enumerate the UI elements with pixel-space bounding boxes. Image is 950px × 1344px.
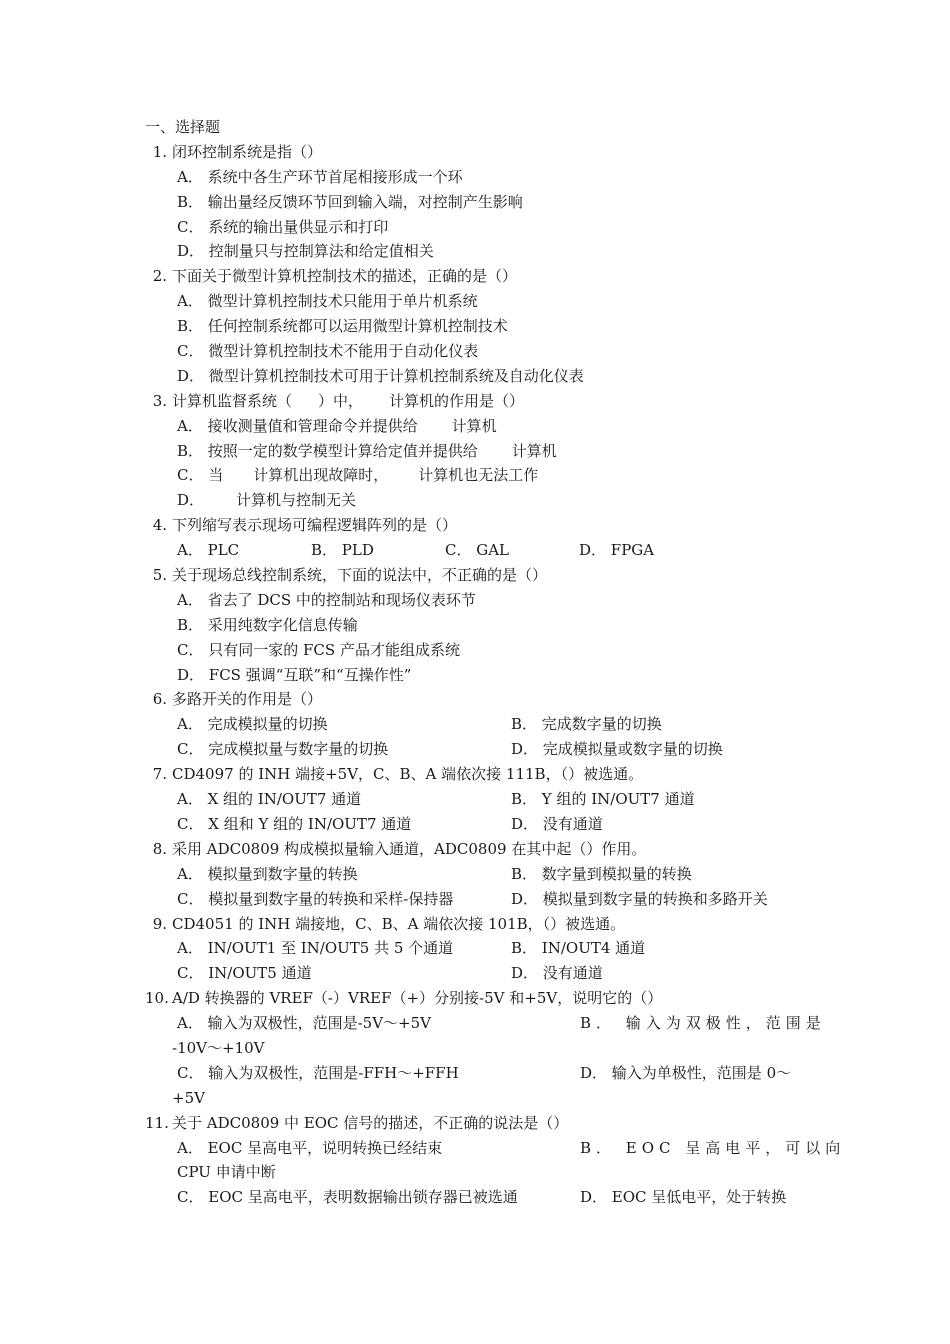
- choice-a: A． EOC 呈高电平，说明转换已经结束: [177, 1138, 443, 1157]
- question-stem: 下面关于微型计算机控制技术的描述，正确的是（）: [172, 267, 518, 286]
- choice-a: A． X 组的 IN/OUT7 通道: [177, 790, 362, 809]
- choice-row: [0, 663, 950, 688]
- choice-row: [0, 1185, 950, 1210]
- stem-part: ）中，: [318, 391, 364, 410]
- choice-row: [0, 588, 950, 613]
- choice-d: D． 控制量只与控制算法和给定值相关: [177, 242, 434, 261]
- choice-c: [177, 463, 538, 488]
- choice-d: D． 微型计算机控制技术可用于计算机控制系统及自动化仪表: [177, 366, 584, 385]
- question-number: 11.: [145, 1113, 169, 1132]
- section-heading-row: [0, 115, 950, 140]
- choice-part: 计算机也无法工作: [418, 466, 539, 485]
- choice-a: A． PLC: [177, 541, 240, 560]
- question-stem-row: [0, 264, 950, 289]
- question-number: 1.: [152, 142, 167, 161]
- choice-a: A． 系统中各生产环节首尾相接形成一个环: [177, 167, 463, 186]
- choice-row: [0, 613, 950, 638]
- question-stem-row: [0, 912, 950, 937]
- choice-b: B． 完成数字量的切换: [511, 715, 662, 734]
- choice-d: D． 没有通道: [511, 964, 603, 983]
- choice-c: C． 完成模拟量与数字量的切换: [177, 740, 389, 759]
- question-stem: 关于现场总线控制系统，下面的说法中，不正确的是（）: [172, 566, 548, 585]
- choice-row: [0, 488, 950, 513]
- choice-c: C． IN/OUT5 通道: [177, 964, 312, 983]
- question-number: 6.: [152, 690, 167, 709]
- choice-wrap-row: [0, 1086, 950, 1111]
- choice-row: [0, 239, 950, 264]
- question-number: 9.: [152, 914, 167, 933]
- choice-d: [177, 488, 356, 513]
- question-number: 2.: [152, 267, 167, 286]
- choice-b: B． 数字量到模拟量的转换: [511, 864, 692, 883]
- choice-row: [0, 314, 950, 339]
- choice-c: C． EOC 呈高电平，表明数据输出锁存器已被选通: [177, 1188, 518, 1207]
- choice-row: [0, 538, 950, 563]
- choice-d-continued: +5V: [172, 1088, 205, 1107]
- choice-b: B． 输出量经反馈环节回到输入端，对控制产生影响: [177, 192, 523, 211]
- choice-row: [0, 862, 950, 887]
- choice-d: D． 输入为单极性，范围是 0～: [580, 1063, 792, 1082]
- stem-part: 计算机的作用是（）: [389, 391, 525, 410]
- choice-a: A． IN/OUT1 至 IN/OUT5 共 5 个通道: [177, 939, 454, 958]
- choice-d: D． 没有通道: [511, 814, 603, 833]
- choice-b-continued: -10V～+10V: [172, 1038, 265, 1057]
- question-stem: 闭环控制系统是指（）: [172, 142, 323, 161]
- choice-part: 计算机: [451, 416, 497, 435]
- choice-d: D． FCS 强调“互联”和“互操作性”: [177, 665, 412, 684]
- choice-b: B． 任何控制系统都可以运用微型计算机控制技术: [177, 317, 508, 336]
- choice-part: C． 当: [177, 466, 224, 485]
- choice-c: C． 只有同一家的 FCS 产品才能组成系统: [177, 640, 460, 659]
- choice-d: D． FPGA: [579, 541, 655, 560]
- choice-row: [0, 463, 950, 488]
- choice-row: [0, 1136, 950, 1161]
- question-list: [0, 115, 950, 1210]
- choice-row: [0, 887, 950, 912]
- choice-part: B． 按照一定的数学模型计算给定值并提供给: [177, 441, 478, 460]
- choice-part: 计算机: [511, 441, 557, 460]
- choice-row: [0, 712, 950, 737]
- question-number: 8.: [152, 839, 167, 858]
- question-number: 4.: [152, 516, 167, 535]
- choice-row: [0, 339, 950, 364]
- question-stem: CD4051 的 INH 端接地，C、B、A 端依次接 101B，（）被选通。: [172, 914, 626, 933]
- choice-row: [0, 439, 950, 464]
- question-number: 10.: [145, 989, 169, 1008]
- choice-part: 计算机出现故障时，: [253, 466, 389, 485]
- choice-row: [0, 787, 950, 812]
- choice-b: B． 采用纯数字化信息传输: [177, 615, 358, 634]
- question-stem-row: [0, 1111, 950, 1136]
- choice-c: C． 输入为双极性，范围是-FFH～+FFH: [177, 1063, 459, 1082]
- choice-row: [0, 812, 950, 837]
- choice-a: A． 省去了 DCS 中的控制站和现场仪表环节: [177, 590, 476, 609]
- choice-b: B． EOC 呈高电平，可以向: [580, 1138, 846, 1157]
- choice-b-continued: CPU 申请中断: [177, 1163, 276, 1182]
- choice-row: [0, 638, 950, 663]
- question-stem-row: [0, 986, 950, 1011]
- question-number: 5.: [152, 566, 167, 585]
- question-stem: 多路开关的作用是（）: [172, 690, 323, 709]
- question-stem: CD4097 的 INH 端接+5V，C、B、A 端依次接 111B，（）被选通。: [172, 765, 644, 784]
- question-stem-row: [0, 389, 950, 414]
- choice-c: C． GAL: [445, 541, 510, 560]
- choice-part: A． 接收测量值和管理命令并提供给: [177, 416, 418, 435]
- choice-b: [177, 439, 557, 464]
- choice-row: [0, 737, 950, 762]
- choice-row: [0, 190, 950, 215]
- question-stem: 采用 ADC0809 构成模拟量输入通道，ADC0809 在其中起（）作用。: [172, 839, 647, 858]
- choice-row: [0, 961, 950, 986]
- choice-wrap-row: [0, 1036, 950, 1061]
- question-stem: 下列缩写表示现场可编程逻辑阵列的是（）: [172, 516, 458, 535]
- section-title: 一、选择题: [145, 118, 221, 136]
- choice-b: B． PLD: [311, 541, 374, 560]
- choice-a: [177, 414, 497, 439]
- choice-a: A． 微型计算机控制技术只能用于单片机系统: [177, 292, 478, 311]
- choice-a: A． 输入为双极性，范围是-5V～+5V: [177, 1014, 431, 1033]
- choice-row: [0, 165, 950, 190]
- choice-c: C． X 组和 Y 组的 IN/OUT7 通道: [177, 814, 412, 833]
- choice-a: A． 模拟量到数字量的转换: [177, 864, 358, 883]
- choice-row: [0, 364, 950, 389]
- question-stem-row: [0, 513, 950, 538]
- choice-row: [0, 289, 950, 314]
- question-stem-row: [0, 762, 950, 787]
- choice-row: [0, 414, 950, 439]
- question-stem: [172, 389, 524, 414]
- choice-row: [0, 1061, 950, 1086]
- stem-part: 计算机监督系统（: [172, 391, 293, 410]
- choice-c: C． 微型计算机控制技术不能用于自动化仪表: [177, 342, 479, 361]
- choice-row: [0, 215, 950, 240]
- choice-c: C． 模拟量到数字量的转换和采样-保持器: [177, 889, 454, 908]
- choice-a: A． 完成模拟量的切换: [177, 715, 328, 734]
- choice-b: B． 输入为双极性，范围是: [580, 1014, 826, 1033]
- question-stem-row: [0, 837, 950, 862]
- choice-row: [0, 1011, 950, 1036]
- choice-b: B． Y 组的 IN/OUT7 通道: [511, 790, 695, 809]
- question-number: 3.: [152, 391, 167, 410]
- question-stem: 关于 ADC0809 中 EOC 信号的描述，不正确的说法是（）: [172, 1113, 569, 1132]
- choice-wrap-row: [0, 1160, 950, 1185]
- choice-part: 计算机与控制无关: [236, 491, 357, 510]
- question-stem: A/D 转换器的 VREF（-）VREF（+）分别接-5V 和+5V，说明它的（）: [172, 989, 663, 1008]
- choice-row: [0, 936, 950, 961]
- choice-d: D． 完成模拟量或数字量的切换: [511, 740, 723, 759]
- choice-c: C． 系统的输出量供显示和打印: [177, 217, 389, 236]
- choice-d: D． EOC 呈低电平，处于转换: [580, 1188, 787, 1207]
- question-stem-row: [0, 563, 950, 588]
- question-number: 7.: [152, 765, 167, 784]
- choice-d: D． 模拟量到数字量的转换和多路开关: [511, 889, 768, 908]
- choice-part: D．: [177, 491, 205, 510]
- question-stem-row: [0, 687, 950, 712]
- question-stem-row: [0, 140, 950, 165]
- choice-b: B． IN/OUT4 通道: [511, 939, 646, 958]
